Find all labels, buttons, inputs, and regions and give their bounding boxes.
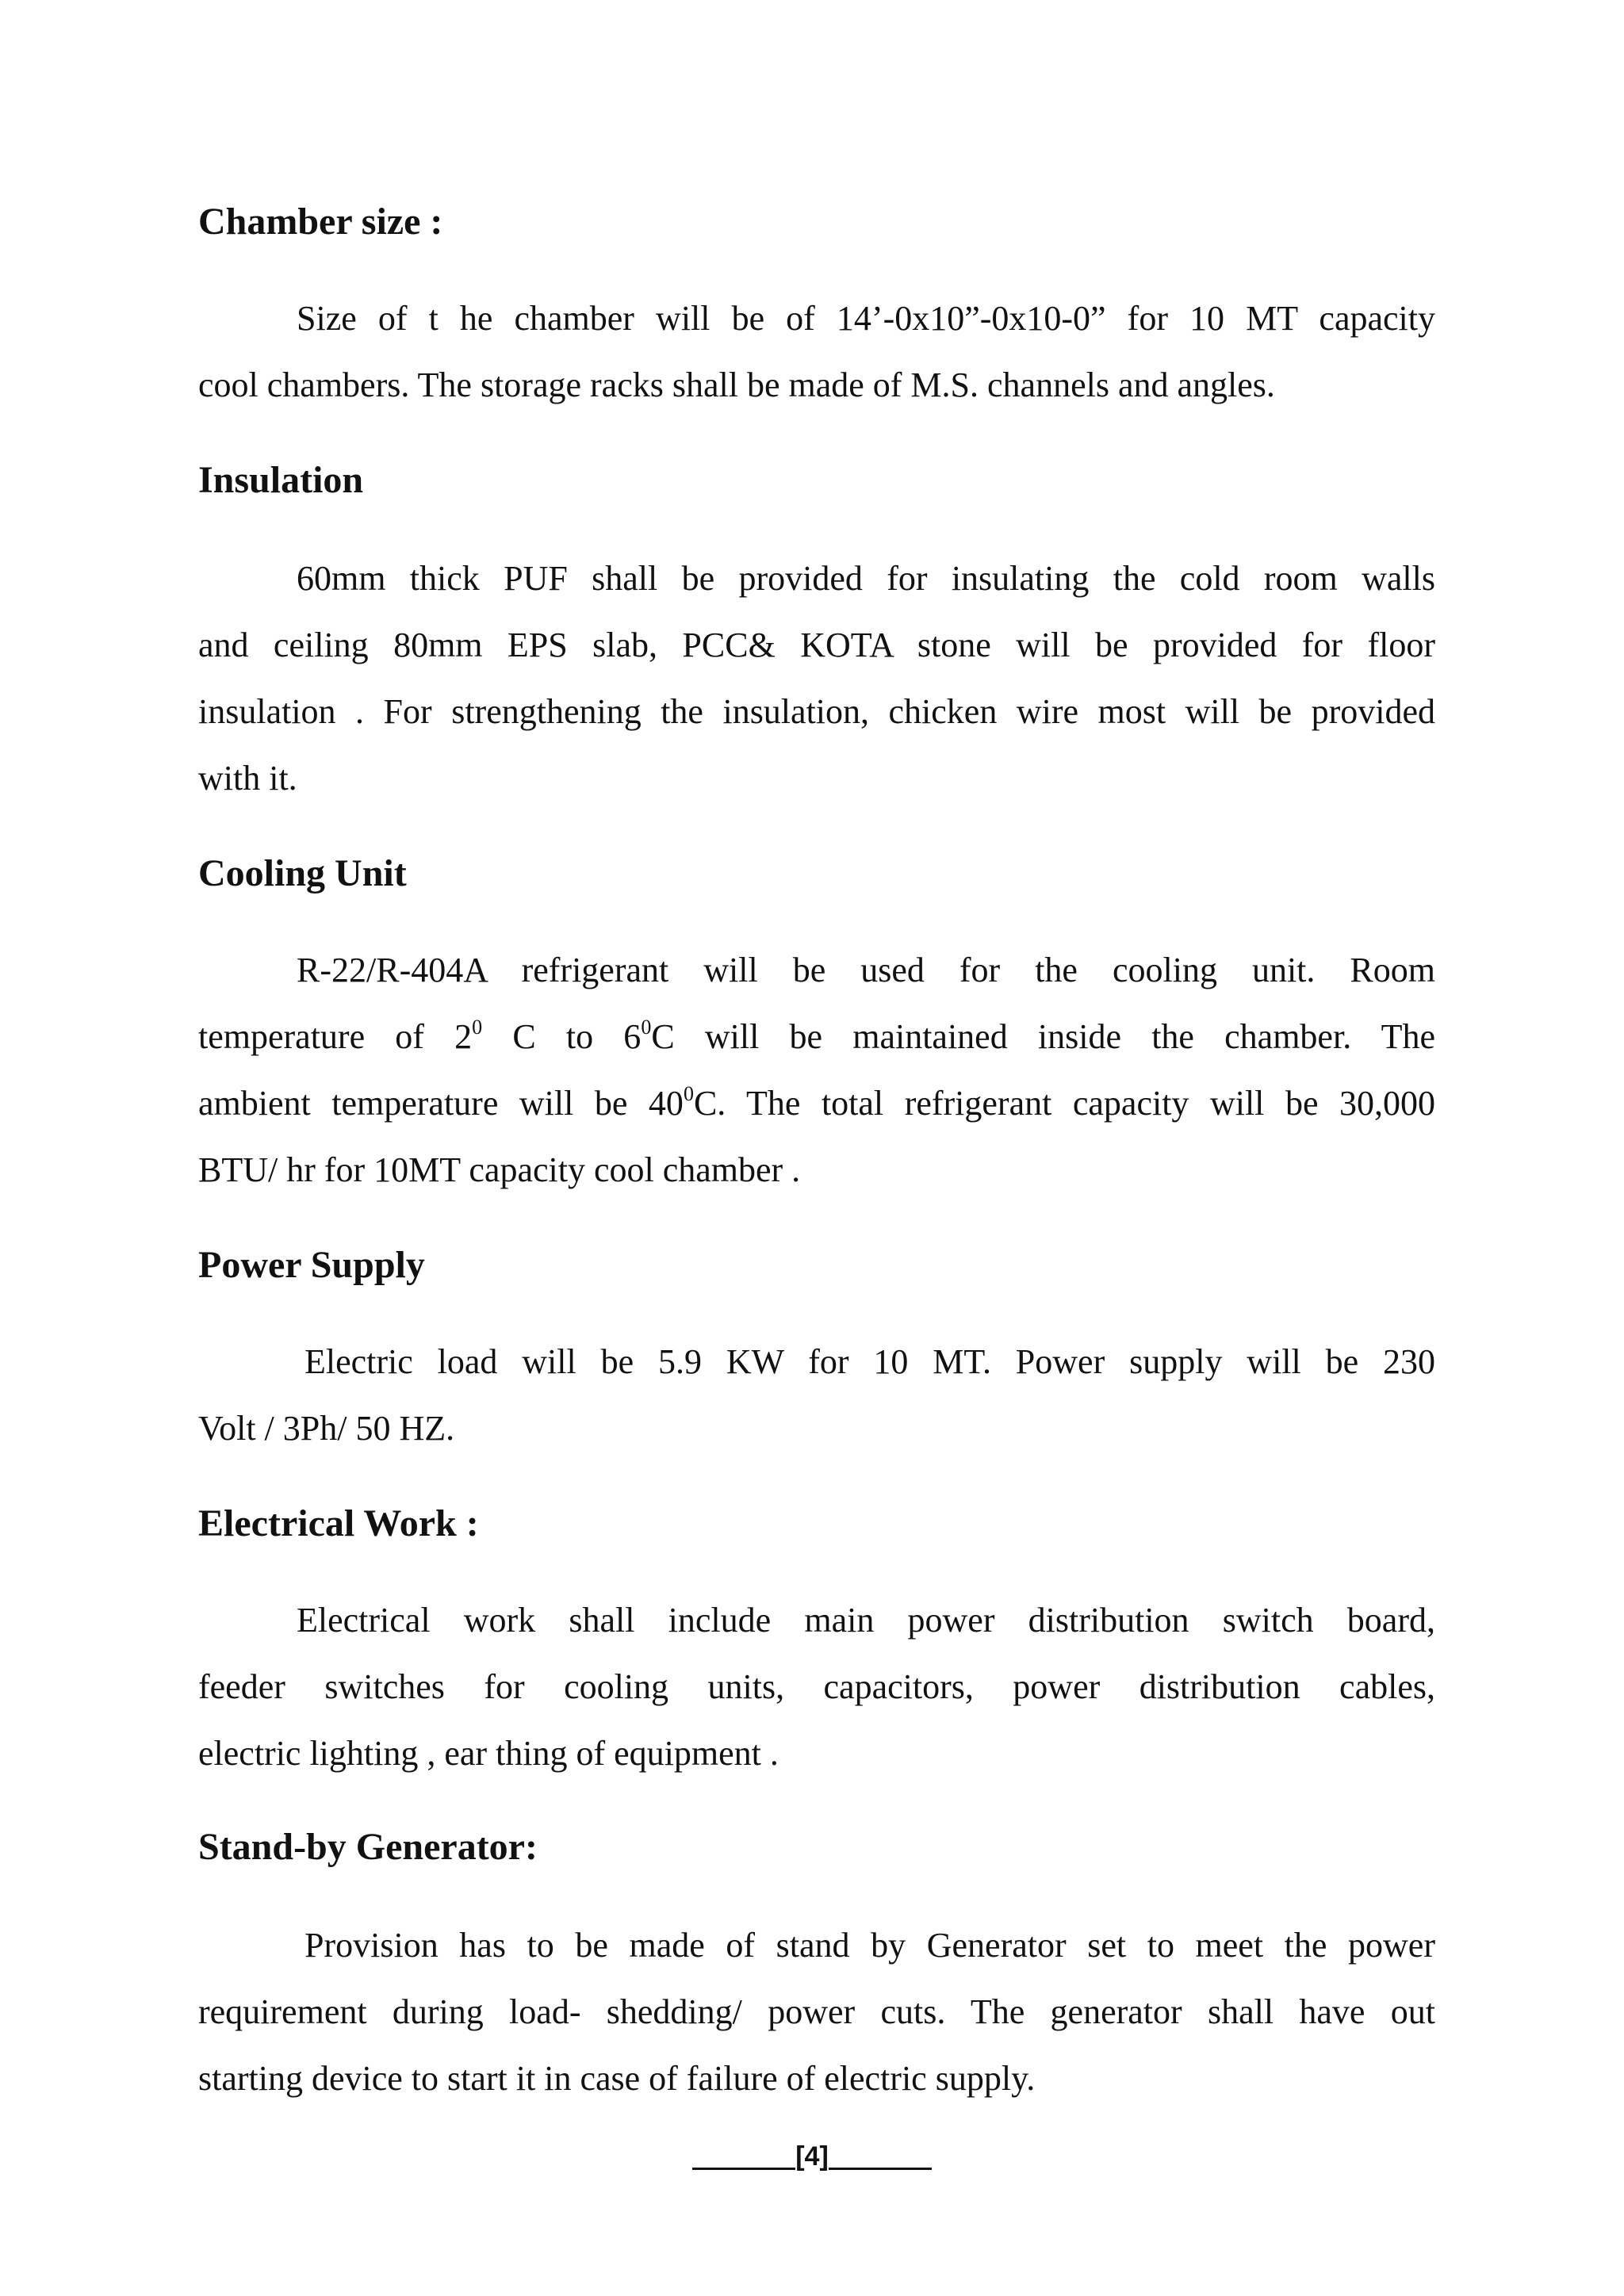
heading-power-supply: Power Supply xyxy=(198,1244,425,1286)
text-run: C to 6 xyxy=(482,1017,642,1056)
paragraph-line: requirement during load- shedding/ power cuts. The generator shall have out xyxy=(198,1992,1435,2031)
text-run: temperature of 2 xyxy=(198,1017,473,1056)
heading-insulation: Insulation xyxy=(198,459,364,501)
text-run: ambient temperature will be 40 xyxy=(198,1084,684,1123)
paragraph-line: insulation . For strengthening the insulation, chicken wire most will be provided xyxy=(198,692,1435,731)
page-number-footer xyxy=(0,2141,1624,2172)
text-run: C. The total refrigerant capacity will be 30,000 xyxy=(693,1084,1435,1123)
paragraph-electrical-work xyxy=(198,1587,1435,1787)
superscript-degree: 0 xyxy=(472,1016,483,1039)
footer-rule-right xyxy=(829,2168,932,2170)
heading-stand-by-generator: Stand-by Generator: xyxy=(198,1826,538,1868)
paragraph-line: starting device to start it in case of failure of electric supply. xyxy=(198,2059,1036,2098)
paragraph-line: 60mm thick PUF shall be provided for insulating the cold room walls xyxy=(297,559,1435,598)
text-run: C will be maintained inside the chamber. The xyxy=(651,1017,1435,1056)
paragraph-line xyxy=(198,1070,1435,1137)
paragraph-line: Electrical work shall include main power distribution switch board, xyxy=(297,1601,1435,1640)
paragraph-line: R-22/R-404A refrigerant will be used for the cooling unit. Room xyxy=(297,951,1435,989)
paragraph-line: feeder switches for cooling units, capacitors, power distribution cables, xyxy=(198,1667,1435,1706)
paragraph-line: Size of t he chamber will be of 14’-0x10”-0x10-0” for 10 MT capacity xyxy=(297,299,1435,338)
page-number: [4] xyxy=(795,2141,829,2172)
paragraph-line: with it. xyxy=(198,759,297,798)
heading-chamber-size: Chamber size : xyxy=(198,201,443,243)
paragraph-line: Electric load will be 5.9 KW for 10 MT. Power supply will be 230 xyxy=(304,1342,1435,1381)
paragraph-line: Volt / 3Ph/ 50 HZ. xyxy=(198,1409,455,1448)
paragraph-stand-by-generator xyxy=(198,1912,1435,2112)
paragraph-cooling-unit xyxy=(198,937,1435,1203)
document-page xyxy=(198,0,1435,2296)
paragraph-line: Provision has to be made of stand by Generator set to meet the power xyxy=(304,1926,1435,1965)
paragraph-line: electric lighting , ear thing of equipment . xyxy=(198,1734,779,1773)
paragraph-chamber-size xyxy=(198,285,1435,419)
heading-cooling-unit: Cooling Unit xyxy=(198,852,407,894)
paragraph-line xyxy=(198,1004,1435,1070)
footer-rule-left xyxy=(692,2168,795,2170)
paragraph-line: and ceiling 80mm EPS slab, PCC& KOTA stone will be provided for floor xyxy=(198,626,1435,664)
paragraph-insulation xyxy=(198,545,1435,812)
heading-electrical-work: Electrical Work : xyxy=(198,1502,479,1544)
paragraph-power-supply xyxy=(198,1329,1435,1462)
superscript-degree: 0 xyxy=(683,1082,694,1105)
paragraph-line: cool chambers. The storage racks shall be made of M.S. channels and angles. xyxy=(198,365,1275,404)
paragraph-line: BTU/ hr for 10MT capacity cool chamber . xyxy=(198,1150,801,1189)
superscript-degree: 0 xyxy=(641,1016,652,1039)
